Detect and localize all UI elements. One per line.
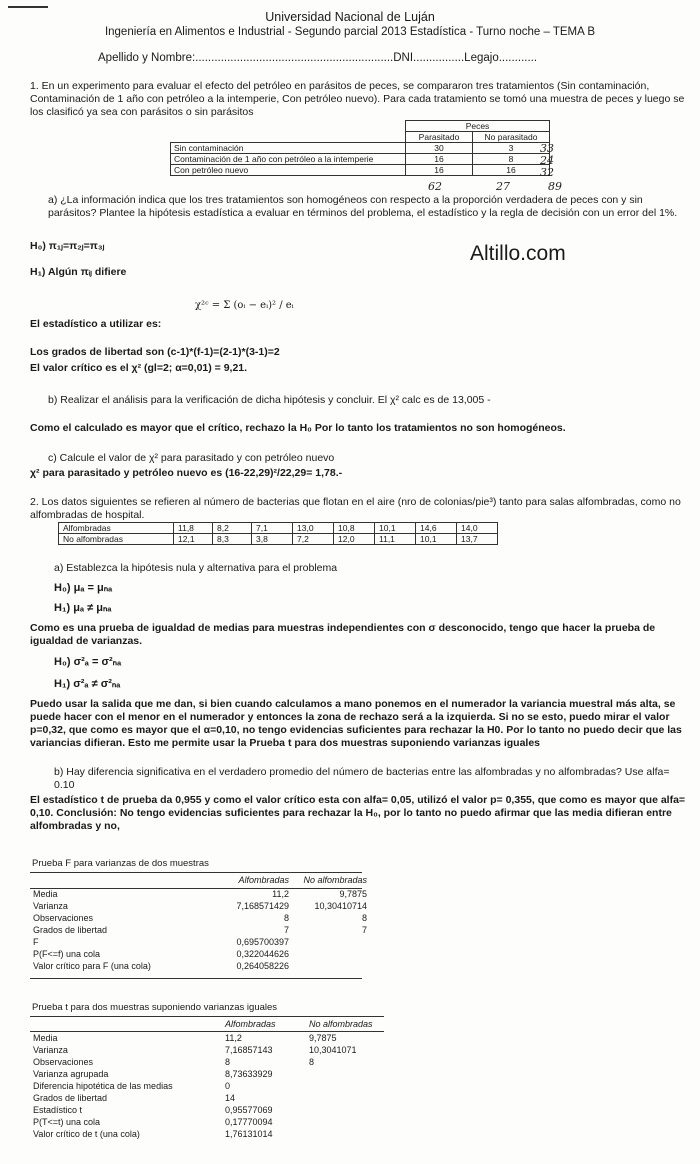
- q1-table: [170, 120, 550, 176]
- exam-subtitle: Ingeniería en Alimentos e Industrial - Segundo parcial 2013 Estadística - Turno noche – TEMA B: [104, 26, 596, 38]
- table-cell: 11,2: [272, 889, 289, 899]
- table-cell: Varianza agrupada: [33, 1069, 109, 1079]
- table-cell: 10,1: [375, 523, 416, 534]
- table-row: [59, 534, 498, 545]
- table-row: [30, 900, 370, 912]
- table-row: [30, 948, 370, 960]
- table-row: [171, 143, 550, 154]
- ttest-col-b: No alfombradas: [309, 1019, 373, 1029]
- table-cell: 8: [473, 154, 550, 165]
- university-title: Universidad Nacional de Luján: [265, 10, 435, 24]
- q1-b-answer: Como el calculado es mayor que el crítico, rechazo la H₀ Por lo tanto los tratamientos no son homogéneos.: [30, 422, 566, 434]
- table-row: [30, 1080, 396, 1092]
- table-cell: 7,2: [293, 534, 334, 545]
- table-cell: 16: [406, 165, 473, 176]
- table-cell: [306, 1068, 396, 1080]
- table-cell: 8,3: [213, 534, 252, 545]
- table-cell: 0,695700397: [236, 937, 289, 947]
- table-row: [30, 1116, 396, 1128]
- table-row: [171, 154, 550, 165]
- ftest-bottom-rule: [30, 978, 362, 979]
- table-cell: [171, 121, 406, 132]
- q1-gl: Los grados de libertad son (c-1)*(f-1)=(2-1)*(3-1)=2: [30, 346, 280, 358]
- table-row: [30, 960, 370, 972]
- watermark: Altillo.com: [470, 242, 566, 265]
- ftest-title: Prueba F para varianzas de dos muestras: [32, 858, 209, 869]
- table-cell: 16: [473, 165, 550, 176]
- table-cell: No alfombradas: [59, 534, 174, 545]
- table-cell: 11,1: [375, 534, 416, 545]
- ttest-title: Prueba t para dos muestras suponiendo varianzas iguales: [32, 1002, 278, 1013]
- table-cell: Varianza: [33, 901, 68, 911]
- student-fields: Apellido y Nombre:..............................................................DNI................Legajo............: [98, 52, 538, 64]
- hand-total-row2: 24: [540, 154, 554, 167]
- table-cell: Estadístico t: [33, 1105, 83, 1115]
- table-cell: Grados de libertad: [33, 1093, 108, 1103]
- ttest-top-rule: [30, 1016, 384, 1017]
- table-cell: 14,6: [416, 523, 457, 534]
- q2-h0-means: H₀) μₐ = μₙₐ: [54, 582, 113, 594]
- table-row: [171, 165, 550, 176]
- table-row: [30, 1128, 396, 1140]
- table-row: [30, 912, 370, 924]
- table-cell: [292, 936, 370, 948]
- peces-header: Peces: [406, 121, 550, 132]
- q2-a-text: a) Establezca la hipótesis nula y alternativa para el problema: [54, 562, 338, 574]
- table-cell: Valor crítico de t (una cola): [33, 1129, 140, 1139]
- table-cell: 11,8: [174, 523, 213, 534]
- q1-intro: 1. En un experimento para evaluar el efecto del petróleo en parásitos de peces, se compararon tres tratamientos (Sin contaminación, Contaminación de 1 año con petróleo a la intemperie, Con petróleo nuevo). Para cada tratamiento se tomó una muestra de peces y luego se los clasificó ya sea con parásitos o sin parásitos: [30, 80, 685, 118]
- table-cell: [171, 132, 406, 143]
- table-cell: [30, 1018, 222, 1030]
- table-cell: 7,16857143: [225, 1045, 273, 1055]
- table-cell: 8: [361, 913, 367, 923]
- q1-a-text: a) ¿La información indica que los tres tratamientos son homogéneos con respecto a la proporción verdadera de peces con y sin parásitos? Plantee la hipótesis estadística a evaluar en términos del problema, el estadístico y la regla de decisión con un error del 1%.: [48, 194, 678, 219]
- q1-stat-label: El estadístico a utilizar es:: [30, 318, 162, 330]
- table-cell: P(T<=t) una cola: [33, 1117, 101, 1127]
- table-cell: 9,7875: [339, 889, 367, 899]
- hand-grand-total: 89: [548, 180, 562, 193]
- table-row: [30, 924, 370, 936]
- table-cell: 0: [225, 1081, 231, 1091]
- table-row: [30, 1044, 396, 1056]
- q1-crit: El valor crítico es el χ² (gl=2; α=0,01) = 9,21.: [30, 362, 248, 374]
- table-cell: Con petróleo nuevo: [171, 165, 406, 176]
- table-cell: F: [33, 937, 39, 947]
- table-cell: Media: [33, 1033, 58, 1043]
- table-cell: [306, 1104, 396, 1116]
- ftest-top-rule: [30, 872, 362, 873]
- table-row: [30, 1068, 396, 1080]
- ttest-table: [30, 1018, 396, 1030]
- ftest-col-a: Alfombradas: [238, 875, 289, 885]
- table-cell: 1,76131014: [225, 1129, 273, 1139]
- table-row: [59, 523, 498, 534]
- q2-b-answer: El estadístico t de prueba da 0,955 y como el valor crítico esta con alfa= 0,05, utilizó el valor p= 0,355, que como es mayor que alfa= 0,10. Conclusión: No tengo evidencias suficientes para rechazar la H₀, por lo tanto no puedo afirmar que las media difieran entre alfombradas y no,: [30, 794, 686, 832]
- table-row: [30, 1092, 396, 1104]
- q2-note2: Puedo usar la salida que me dan, si bien cuando calculamos a mano ponemos en el numerador la variancia muestral más alta, se puede hacer con el menor en el numerador y entonces la zona de rechazo será a la izquierda. Si no se esto, puedo mirar el valor p=0,32, que como es mayor que el α=0,10, no tengo evidencias suficientes para rechazar la H0. Por lo tanto no puedo decir que las variancias difieran. Esto me permite usar la Prueba t para dos muestras suponiendo varianzas iguales: [30, 698, 682, 749]
- table-cell: [30, 874, 196, 886]
- hand-total-col1: 62: [428, 180, 442, 193]
- table-cell: Varianza: [33, 1045, 68, 1055]
- corner-mark: [8, 6, 48, 8]
- hand-total-row3: 32: [540, 166, 554, 179]
- q1-c-answer: χ² para parasitado y petróleo nuevo es (16-22,29)²/22,29= 1,78.-: [30, 467, 343, 479]
- table-cell: 16: [406, 154, 473, 165]
- table-cell: 8: [283, 913, 289, 923]
- table-cell: [292, 960, 370, 972]
- table-cell: 13,7: [457, 534, 498, 545]
- q2-h1-var: H₁) σ²ₐ ≠ σ²ₙₐ: [54, 678, 121, 690]
- table-cell: 10,30410714: [314, 901, 367, 911]
- table-cell: Observaciones: [33, 1057, 94, 1067]
- table-cell: 10,8: [334, 523, 375, 534]
- table-cell: 0,322044626: [236, 949, 289, 959]
- table-cell: 10,1: [416, 534, 457, 545]
- table-cell: Sin contaminación: [171, 143, 406, 154]
- table-cell: 7,1: [252, 523, 293, 534]
- table-cell: Grados de libertad: [33, 925, 108, 935]
- table-cell: 8: [225, 1057, 231, 1067]
- table-cell: 12,0: [334, 534, 375, 545]
- table-cell: [306, 1116, 396, 1128]
- table-cell: Contaminación de 1 año con petróleo a la intemperie: [171, 154, 406, 165]
- table-row: [30, 1104, 396, 1116]
- table-cell: 8,2: [213, 523, 252, 534]
- table-cell: 10,3041071: [309, 1045, 357, 1055]
- hand-total-col2: 27: [496, 180, 510, 193]
- table-cell: 12,1: [174, 534, 213, 545]
- q2-h1-means: H₁) μₐ ≠ μₙₐ: [54, 602, 112, 614]
- table-cell: 8,73633929: [225, 1069, 273, 1079]
- table-cell: [292, 948, 370, 960]
- table-cell: 9,7875: [309, 1033, 337, 1043]
- table-cell: Observaciones: [33, 913, 94, 923]
- q2-h0-var: H₀) σ²ₐ = σ²ₙₐ: [54, 656, 122, 668]
- table-cell: 3,8: [252, 534, 293, 545]
- table-cell: [306, 1128, 396, 1140]
- table-cell: 7: [283, 925, 289, 935]
- ttest-body: [30, 1032, 396, 1140]
- table-cell: P(F<=f) una cola: [33, 949, 101, 959]
- table-row: [30, 1032, 396, 1044]
- table-cell: 13,0: [293, 523, 334, 534]
- table-cell: 14: [225, 1093, 236, 1103]
- bacteria-table: [58, 522, 498, 545]
- q2-intro: 2. Los datos siguientes se refieren al número de bacterias que flotan en el aire (nro de colonias/pie³) tanto para salas alfombradas, como no alfombradas de hospital.: [30, 496, 681, 521]
- table-cell: Media: [33, 889, 58, 899]
- table-cell: Valor crítico para F (una cola): [33, 961, 151, 971]
- table-cell: 3: [473, 143, 550, 154]
- table-row: [30, 936, 370, 948]
- table-cell: Diferencia hipotética de las medias: [33, 1081, 173, 1091]
- table-cell: [306, 1080, 396, 1092]
- hand-total-row1: 33: [540, 142, 554, 155]
- col-no-parasitado: No parasitado: [473, 132, 550, 143]
- table-cell: 14,0: [457, 523, 498, 534]
- table-cell: 7: [361, 925, 367, 935]
- table-cell: 11,2: [225, 1033, 242, 1043]
- table-row: [30, 888, 370, 900]
- q2-b-text: b) Hay diferencia significativa en el verdadero promedio del número de bacterias entre las alfombradas y no alfombradas? Use alfa= 0.10: [54, 766, 670, 791]
- ftest-table: [30, 874, 370, 886]
- table-cell: 30: [406, 143, 473, 154]
- table-cell: Alfombradas: [59, 523, 174, 534]
- ftest-col-b: No alfombradas: [303, 875, 367, 885]
- ttest-col-a: Alfombradas: [225, 1019, 276, 1029]
- table-cell: 8: [309, 1057, 315, 1067]
- q2-note1: Como es una prueba de igualdad de medias para muestras independientes con σ desconocido, tengo que hacer la prueba de igualdad de varianzas.: [30, 622, 656, 647]
- table-cell: [306, 1092, 396, 1104]
- table-cell: 7,168571429: [236, 901, 289, 911]
- table-row: [30, 1056, 396, 1068]
- table-cell: 0,95577069: [225, 1105, 273, 1115]
- q1-c-text: c) Calcule el valor de χ² para parasitado y con petróleo nuevo: [48, 452, 335, 464]
- q1-h0: H₀) π₁ⱼ=π₂ⱼ=π₃ⱼ: [30, 240, 105, 252]
- table-cell: 0,264058226: [236, 961, 289, 971]
- ftest-body: [30, 888, 370, 972]
- q1-h1: H₁) Algún πᵢⱼ difiere: [30, 266, 127, 278]
- table-cell: 0,17770094: [225, 1117, 273, 1127]
- q1-b-text: b) Realizar el análisis para la verificación de dicha hipótesis y concluir. El χ² calc es de 13,005 -: [48, 394, 491, 406]
- col-parasitado: Parasitado: [406, 132, 473, 143]
- chi-square-formula: χ²ᶜ = Σ (oᵢ − eᵢ)² / eᵢ: [195, 300, 294, 311]
